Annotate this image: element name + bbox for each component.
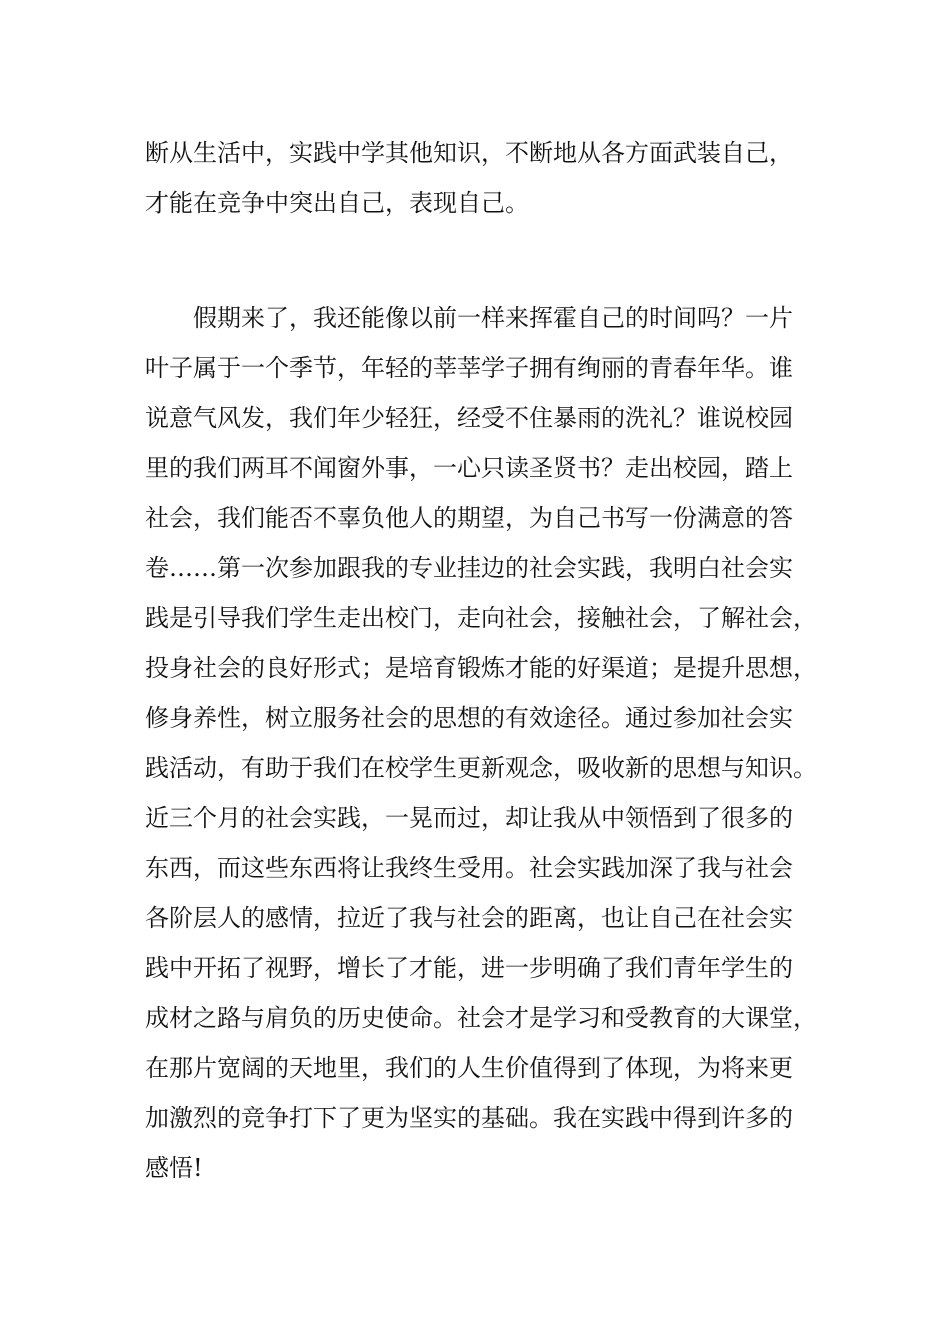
text-line: 卷……第一次参加跟我的专业挂边的社会实践，我明白社会实 bbox=[145, 554, 793, 582]
text-line: 说意气风发，我们年少轻狂，经受不住暴雨的洗礼？谁说校园 bbox=[145, 404, 793, 432]
text-line: 叶子属于一个季节，年轻的莘莘学子拥有绚丽的青春年华。谁 bbox=[145, 354, 793, 382]
text-line: 断从生活中，实践中学其他知识，不断地从各方面武装自己， bbox=[145, 139, 793, 167]
text-line: 才能在竞争中突出自己，表现自己。 bbox=[145, 189, 529, 217]
text-line: 修身养性，树立服务社会的思想的有效途径。通过参加社会实 bbox=[145, 704, 793, 732]
text-line: 成材之路与肩负的历史使命。社会才是学习和受教育的大课堂， bbox=[145, 1004, 817, 1032]
paragraph-summer-practice bbox=[145, 293, 825, 1193]
text-line: 在那片宽阔的天地里，我们的人生价值得到了体现，为将来更 bbox=[145, 1054, 793, 1082]
paragraph-gap bbox=[145, 228, 825, 293]
text-line: 践中开拓了视野，增长了才能，进一步明确了我们青年学生的 bbox=[145, 954, 793, 982]
paragraph-continuation bbox=[145, 128, 825, 228]
text-line-first: 假期来了，我还能像以前一样来挥霍自己的时间吗？一片 bbox=[193, 304, 793, 332]
text-line: 各阶层人的感情，拉近了我与社会的距离，也让自己在社会实 bbox=[145, 904, 793, 932]
document-body bbox=[145, 128, 825, 1193]
text-line: 社会，我们能否不辜负他人的期望，为自己书写一份满意的答 bbox=[145, 504, 793, 532]
text-line: 投身社会的良好形式；是培育锻炼才能的好渠道；是提升思想， bbox=[145, 654, 817, 682]
text-line: 东西，而这些东西将让我终生受用。社会实践加深了我与社会 bbox=[145, 854, 793, 882]
text-line: 践活动，有助于我们在校学生更新观念，吸收新的思想与知识。 bbox=[145, 754, 817, 782]
text-line: 加激烈的竞争打下了更为坚实的基础。我在实践中得到许多的 bbox=[145, 1104, 793, 1132]
text-line: 践是引导我们学生走出校门，走向社会，接触社会，了解社会， bbox=[145, 604, 817, 632]
text-line: 近三个月的社会实践，一晃而过，却让我从中领悟到了很多的 bbox=[145, 804, 793, 832]
text-line: 里的我们两耳不闻窗外事，一心只读圣贤书？走出校园，踏上 bbox=[145, 454, 793, 482]
text-line: 感悟! bbox=[145, 1154, 203, 1182]
